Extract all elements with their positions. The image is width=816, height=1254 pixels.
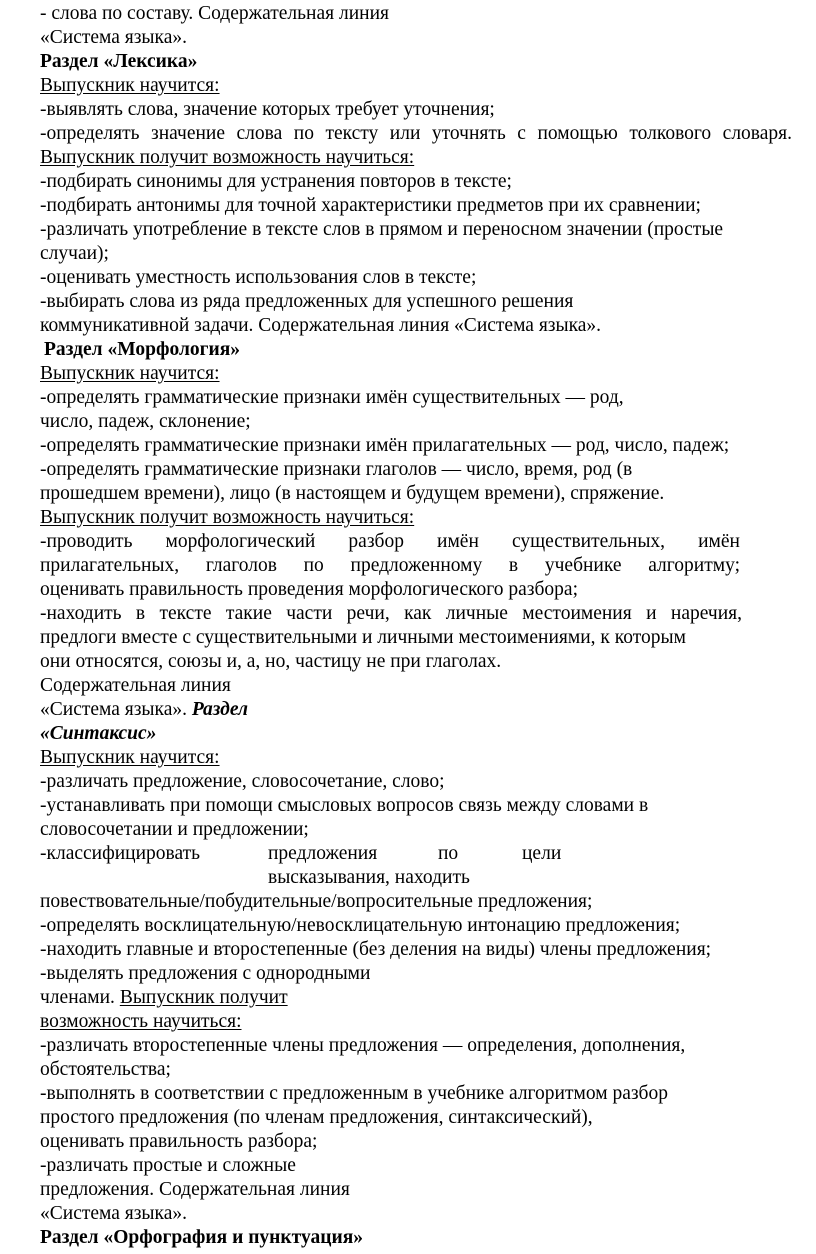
text-line: -определять грамматические признаки глаголов — число, время, род (в	[40, 459, 633, 480]
text-line	[40, 698, 248, 722]
text-fragment: -классифицировать	[40, 843, 201, 864]
text-fragment: «Система языка».	[40, 699, 187, 720]
text-line: прилагательных, глаголов по предложенному в учебнике алгоритму;	[40, 555, 740, 576]
text-line: они относятся, союзы и, а, но, частицу не при глаголах.	[40, 651, 502, 672]
subheading-will-learn: Выпускник научится:	[40, 747, 220, 768]
text-line: «Система языка».	[40, 1203, 187, 1224]
subheading-opportunity-cont: возможность научиться:	[40, 1011, 242, 1032]
text-line: -оценивать уместность использования слов в тексте;	[40, 267, 477, 288]
text-line: оценивать правильность разбора;	[40, 1131, 318, 1152]
text-line: «Система языка».	[40, 27, 187, 48]
text-line: предлоги вместе с существительными и личными местоимениями, к которым	[40, 627, 686, 648]
text-line: -различать простые и сложные	[40, 1155, 296, 1176]
section-heading-syntax-title: «Синтаксис»	[40, 723, 157, 744]
text-line: -выделять предложения с однородными	[40, 963, 371, 984]
text-line: -определять значение слова по тексту или уточнять с помощью толкового словаря.	[40, 123, 792, 144]
text-line: -различать второстепенные члены предложения — определения, дополнения,	[40, 1035, 686, 1056]
text-line: -определять восклицательную/невосклицательную интонацию предложения;	[40, 915, 681, 936]
text-line: -различать употребление в тексте слов в прямом и переносном значении (простые	[40, 219, 724, 240]
text-line: -находить в тексте такие части речи, как личные местоимения и наречия,	[40, 603, 742, 624]
section-heading-syntax: Раздел	[191, 699, 248, 720]
text-fragment: цели	[522, 843, 562, 864]
text-line: словосочетании и предложении;	[40, 819, 309, 840]
text-line: случаи);	[40, 243, 109, 264]
text-line: -определять грамматические признаки имён существительных — род,	[40, 387, 624, 408]
section-heading-orthography: Раздел «Орфография и пунктуация»	[40, 1227, 363, 1248]
text-line: -определять грамматические признаки имён прилагательных — род, число, падеж;	[40, 435, 730, 456]
text-fragment: членами.	[40, 987, 115, 1008]
section-heading-lexicon: Раздел «Лексика»	[40, 51, 198, 72]
text-line: -подбирать антонимы для точной характеристики предметов при их сравнении;	[40, 195, 701, 216]
subheading-opportunity: Выпускник получит возможность научиться:	[40, 147, 415, 168]
text-line: -проводить морфологический разбор имён существительных, имён	[40, 531, 740, 552]
text-line: оценивать правильность проведения морфологического разбора;	[40, 579, 579, 600]
text-line: - слова по составу. Содержательная линия	[40, 3, 389, 24]
text-line: Содержательная линия	[40, 675, 231, 696]
text-line: предложения. Содержательная линия	[40, 1179, 350, 1200]
text-line: простого предложения (по членам предложения, синтаксический),	[40, 1107, 593, 1128]
text-fragment: предложения	[268, 843, 378, 864]
subheading-opportunity: Выпускник получит возможность научиться:	[40, 507, 415, 528]
text-line	[40, 986, 288, 1010]
text-line: -выявлять слова, значение которых требует уточнения;	[40, 99, 495, 120]
subheading-opportunity: Выпускник получит	[119, 987, 288, 1008]
text-line: -подбирать синонимы для устранения повторов в тексте;	[40, 171, 512, 192]
text-line: повествовательные/побудительные/вопросительные предложения;	[40, 891, 593, 912]
text-line: обстоятельства;	[40, 1059, 171, 1080]
text-line: коммуникативной задачи. Содержательная линия «Система языка».	[40, 315, 602, 336]
section-heading-morphology: Раздел «Морфология»	[44, 339, 241, 360]
subheading-will-learn: Выпускник научится:	[40, 75, 220, 96]
text-line: -выполнять в соответствии с предложенным в учебнике алгоритмом разбор	[40, 1083, 668, 1104]
subheading-will-learn: Выпускник научится:	[40, 363, 220, 384]
text-line: -различать предложение, словосочетание, слово;	[40, 771, 445, 792]
text-fragment: по	[438, 843, 459, 864]
text-line: число, падеж, склонение;	[40, 411, 251, 432]
text-line: прошедшем времени), лицо (в настоящем и будущем времени), спряжение.	[40, 483, 665, 504]
text-line: -устанавливать при помощи смысловых вопросов связь между словами в	[40, 795, 649, 816]
text-line-columns	[40, 842, 580, 866]
text-line: -выбирать слова из ряда предложенных для успешного решения	[40, 291, 574, 312]
text-line: высказывания, находить	[268, 867, 470, 888]
text-line: -находить главные и второстепенные (без деления на виды) члены предложения;	[40, 939, 712, 960]
